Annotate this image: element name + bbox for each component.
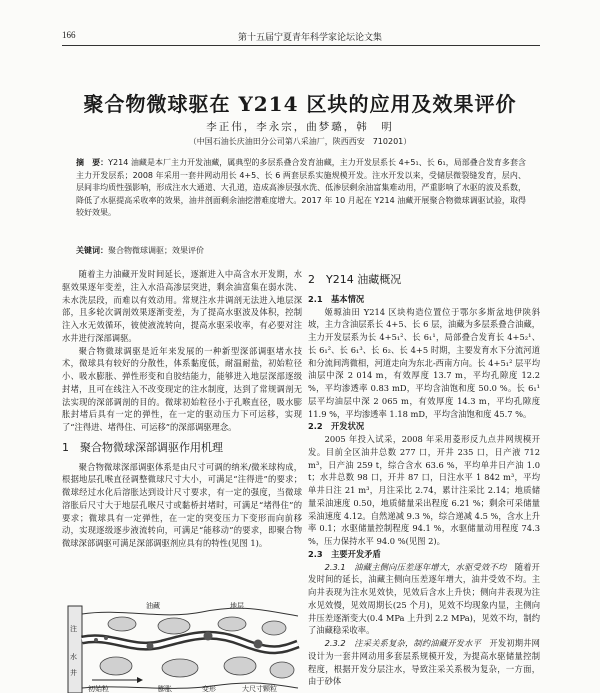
right-column <box>308 268 540 688</box>
label-swell: 膨胀 <box>158 685 172 693</box>
authors: 李正伟，李永宗，曲梦璐，韩 明 <box>206 121 394 133</box>
left-column <box>62 268 302 550</box>
figure-1 <box>62 600 302 693</box>
paragraph-text: 开发初期井网设计为一套井网动用多套层系规模开发，为提高水驱储量控制程度，根据开发分层注水，导致注采关系极为复杂，一方面，由于砂体 <box>308 638 540 687</box>
subsection-heading: 2.2 开发状况 <box>308 421 365 432</box>
subsubsection-heading: 2.3.1 油藏主侧向压差逐年增大，水驱受效不均 <box>324 561 507 572</box>
paragraph: 聚合物微球深部调驱体系是由尺寸可调的纳米/微米球构成，根据地层孔喉直径调整微球尺寸大小，可满足“注得进”的要求；微球经过水化后溶胀达到设计尺寸要求，有一定的强度，当微球溶胀后尺寸大于地层孔喉尺寸或黏桥封堵时，可满足“堵得住”的要求；微球具有一定弹性，在一定的突变压力下变形而向前移动，实现逐级逐步液流转向，可满足“能移动”的要求，即聚合物微球深部调驱可满足深部调驱剂应具有的特性(见图 1)。 <box>62 461 302 548</box>
paragraph: 随着主力油藏开发时间延长，逐渐进入中高含水开发期，水驱效果逐年变差，注入水沿高渗层突进，剩余油富集在弱水洗、未水洗层段，而难以有效动用。常规注水井调剖无法进入地层深部，且多轮次调剖效果逐渐变差，为了提高水驱波及体积，控制注入水无效循环，彼使液流转向，提高水驱采收率，有必要对注水井进行深部调驱。 <box>62 269 302 343</box>
paragraph: 聚合物微球调驱是近年来发展的一种新型深部调驱堵水技术，微球具有较好的分散性，体系黏度低，耐温耐盐，初始粒径小、吸水膨胀、弹性形变和自胶结能力，能够进入地层深部逐级封堵，且可在线注入不改变现定的注水制度，达到了常规调剖无法实现的深部调剖的目的。微球初始粒径小于孔喉直径，吸水膨胀封堵后具有一定的弹性，在一定的驱动压力下可运移，实现了“注得进、堵得住、可运移”的深部调驱理念。 <box>62 345 302 432</box>
paper-title: 聚合物微球驱在 Y214 区块的应用及效果评价 <box>83 92 517 116</box>
paragraph: 2005 年投入试采，2008 年采用菱形反九点井网规模开发。目前全区油井总数 277 口，开井 235 口，日产液 712 m³，日产油 259 t，综合含水 63.6 %，平均单井日产油 1.0 t；水井总数 98 口，开井 87 口，日注水平 1 842 m³，平均单井日注 21 m³，月注采比 2.74，累计注采比 2.14；地质储量采油速度 0.50，地质储量采出程度 6.21 %；剩余可采储量采油速度 4.12。自然递减 9.3 %，综合递减 4.5 %，含水上升率 0.1；水驱储量控制程度 94.1 %，水驱储量动用程度 74.3 %，压力保持水平 94.0 %(见图 2)。 <box>308 434 540 546</box>
abstract-label: 摘 要： <box>76 158 109 167</box>
journal-title: 第十五届宁夏青年科学家论坛论文集 <box>238 32 383 42</box>
figure-drawing <box>62 600 302 693</box>
label-inj: 注 <box>70 625 77 633</box>
affiliation: （中国石油长庆油田分公司第八采油厂，陕西西安 710201） <box>188 137 412 146</box>
label-deform: 变形 <box>202 685 216 693</box>
section-heading: 1 聚合物微球深部调驱作用机理 <box>62 440 223 454</box>
subsection-heading: 2.1 基本情况 <box>308 293 365 304</box>
label-initial-size: 初始粒 <box>88 685 109 693</box>
abstract <box>76 157 526 220</box>
keywords <box>76 245 526 256</box>
paragraph-text: 随着开发时间的延长，油藏主侧向压差逐年增大，油井受效不均。主向井表现为注水见效快，见效后含水上升快；侧向井表现为注水见效慢，见效周期长(25 个月)，见效不均现象内显，主侧向井压差逐渐变大(0.4 MPa 上升到 2.2 MPa)，见效不均，制约了油藏稳采收率。 <box>308 561 540 636</box>
paragraph <box>308 561 540 638</box>
page-number: 166 <box>62 30 76 40</box>
subsubsection-heading: 2.3.2 注采关系复杂，制约油藏开发水平 <box>324 638 481 648</box>
abstract-text: Y214 油藏是本厂主力开发油藏，属典型的多层系叠合发育油藏，主力开发层系长 4+5₁、长 6₁，局部叠合发育多套含主力开发层系；2008 年采用一套井网动用长 4+5、长 6 两套层系实施规模开发。注水开发以来，受储层微裂缝发育，层内、层间非均质性强影响，形成注水大通道、大孔道，造成高渗层强水洗、低渗层剩余油富集难动用，严重影响了水驱的波及系数，降低了水驱提高采收率的效果，油井剖面剩余油挖潜难度增大。2017 年 10 月起在 Y214 油藏开展聚合物微球调驱试验，取得较好效果。 <box>76 158 526 218</box>
label-big-particle: 大尺寸颗粒 <box>242 685 277 693</box>
running-header <box>62 30 540 44</box>
paragraph: 姬塬油田 Y214 区块构造位置位于鄂尔多斯盆地伊陕斜坡，主力含油层系长 4+5、长 6 层，油藏为多层系叠合油藏，主力开发层系为长 4+5₁²、长 6₁¹，局部叠合发育长 4+5₂¹、长 6₁²、长 6₁³、长 6₂、长 4+5 时期，主要发育水下分流河道和分流间湾微相，河道走向为东北-西南方向。长 4+5₁² 层平均油层中深 2 014 m，有效厚度 13.7 m，平均孔隙度 12.2 %，平均渗透率 0.83 mD，平均含油饱和度 50.0 %。长 6₁¹ 层平均油层中深 2 065 m，有效厚度 14.3 m，平均孔隙度 11.9 %，平均渗透率 1.18 mD，平均含油饱和度 45.7 %。 <box>308 306 540 419</box>
keywords-label: 关键词： <box>76 246 108 255</box>
subsection-heading: 2.3 主要开发矛盾 <box>308 548 381 559</box>
label-water: 水 <box>70 653 77 661</box>
keywords-text: 聚合物微球调驱；效果评价 <box>108 246 204 255</box>
label-well: 井 <box>70 669 77 677</box>
label-formation: 地层 <box>230 602 244 610</box>
formation-top-line <box>82 608 298 616</box>
paragraph <box>308 637 540 688</box>
section-heading: 2 Y214 油藏概况 <box>308 273 402 286</box>
injection-well-shape <box>68 606 82 693</box>
header-rule <box>62 45 540 46</box>
label-oil-layer: 油藏 <box>146 602 160 610</box>
